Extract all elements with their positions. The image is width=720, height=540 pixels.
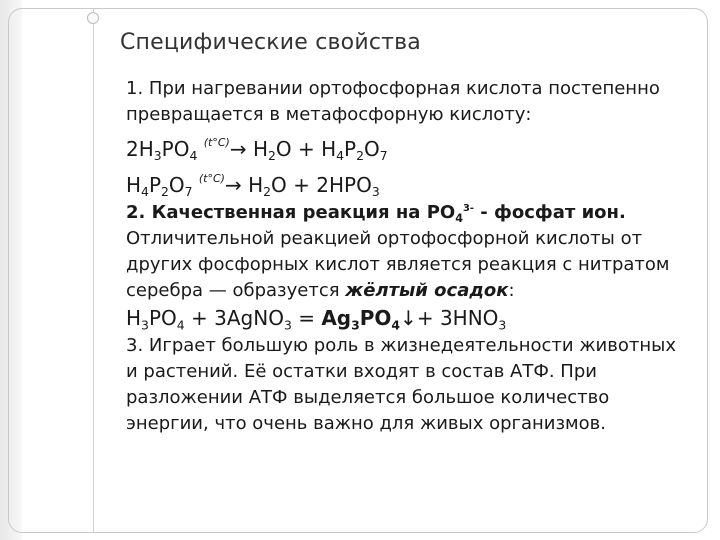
subscript: 7: [184, 184, 193, 200]
formula-part: AgNO: [226, 305, 284, 330]
reaction-condition: (t°C): [198, 171, 225, 185]
subscript: 4: [141, 184, 149, 200]
equation-2: [126, 164, 692, 200]
coef: 3: [214, 305, 227, 330]
subscript: 3: [153, 148, 162, 164]
paragraph-2: [126, 200, 692, 226]
reaction-arrow-icon: →: [224, 172, 242, 197]
item-number-1: 1.: [126, 78, 144, 99]
vertical-rule: [93, 8, 94, 533]
formula-part: HPO: [329, 172, 372, 197]
formula-part: H: [126, 305, 142, 330]
precipitate-formula: PO: [359, 305, 392, 330]
coef: 2: [316, 172, 329, 197]
slide-title: Специфические свойства: [120, 30, 421, 55]
subscript: 4: [336, 148, 345, 164]
formula-part: H: [248, 172, 264, 197]
paragraph-3: [126, 226, 692, 304]
equation-1: [126, 128, 692, 164]
paragraph-2-lead: Качественная реакция на PO: [151, 201, 456, 223]
formula-part: O: [168, 172, 185, 197]
subscript: 2: [263, 184, 272, 200]
paragraph-3-text: Отличительной реакцией ортофосфорной кислоты от других фосфорных кислот является реакция с нитратом серебра — образуется: [126, 227, 670, 301]
formula-part: H: [126, 172, 142, 197]
coef: 3: [439, 305, 453, 330]
subscript: 4: [391, 317, 401, 333]
plus-sign: +: [191, 305, 208, 330]
reaction-arrow-icon: →: [229, 136, 247, 161]
precipitate-formula: Ag: [321, 305, 352, 330]
subscript: 3: [141, 317, 149, 333]
subscript: 2: [267, 148, 276, 164]
item-number-2: 2.: [126, 201, 146, 223]
subscript: 3: [371, 184, 380, 200]
formula-part: HNO: [452, 305, 499, 330]
superscript: 3-: [462, 202, 474, 214]
subscript: 3: [351, 317, 360, 333]
formula-part: O: [364, 136, 380, 161]
subscript: 4: [455, 211, 463, 225]
coef: 2: [126, 136, 139, 161]
formula-part: H: [138, 136, 154, 161]
punctuation: :: [508, 279, 515, 301]
formula-part: O: [271, 172, 287, 197]
precipitate-arrow-icon: ↓: [400, 305, 417, 330]
slide-body: [126, 76, 692, 437]
paragraph-4: 3. Играет большую роль в жизнедеятельности животных и растений. Её остатки входят в состав АТФ. При разложении АТФ выделяется большое количество энергии, что очень важно для живых организмов.: [126, 334, 676, 434]
formula-part: PO: [148, 305, 177, 330]
plus-sign: +: [416, 305, 434, 330]
plus-sign: +: [297, 136, 315, 161]
paragraph-1: [126, 76, 692, 128]
yellow-precipitate-emphasis: жёлтый осадок: [345, 279, 509, 301]
formula-part: P: [148, 172, 161, 197]
formula-part: H: [252, 136, 268, 161]
formula-part: H: [321, 136, 337, 161]
paragraph-1-text: При нагревании ортофосфорная кислота постепенно превращается в метафосфорную кислоту:: [126, 78, 660, 125]
subscript: 2: [161, 184, 169, 200]
subscript: 3: [283, 317, 292, 333]
subscript: 7: [379, 148, 388, 164]
subscript: 4: [176, 317, 185, 333]
reaction-condition: (t°C): [203, 136, 230, 149]
formula-part: P: [344, 136, 357, 161]
paragraph-2-tail: - фосфат ион.: [473, 201, 626, 223]
formula-part: PO: [161, 136, 190, 161]
subscript: 2: [356, 148, 364, 164]
equation-3: [126, 304, 692, 333]
formula-part: O: [275, 136, 292, 161]
subscript: 3: [498, 317, 507, 333]
equals-sign: =: [298, 305, 315, 330]
plus-sign: +: [293, 172, 310, 197]
subscript: 4: [189, 148, 198, 164]
ring-ornament-icon: [87, 12, 99, 24]
